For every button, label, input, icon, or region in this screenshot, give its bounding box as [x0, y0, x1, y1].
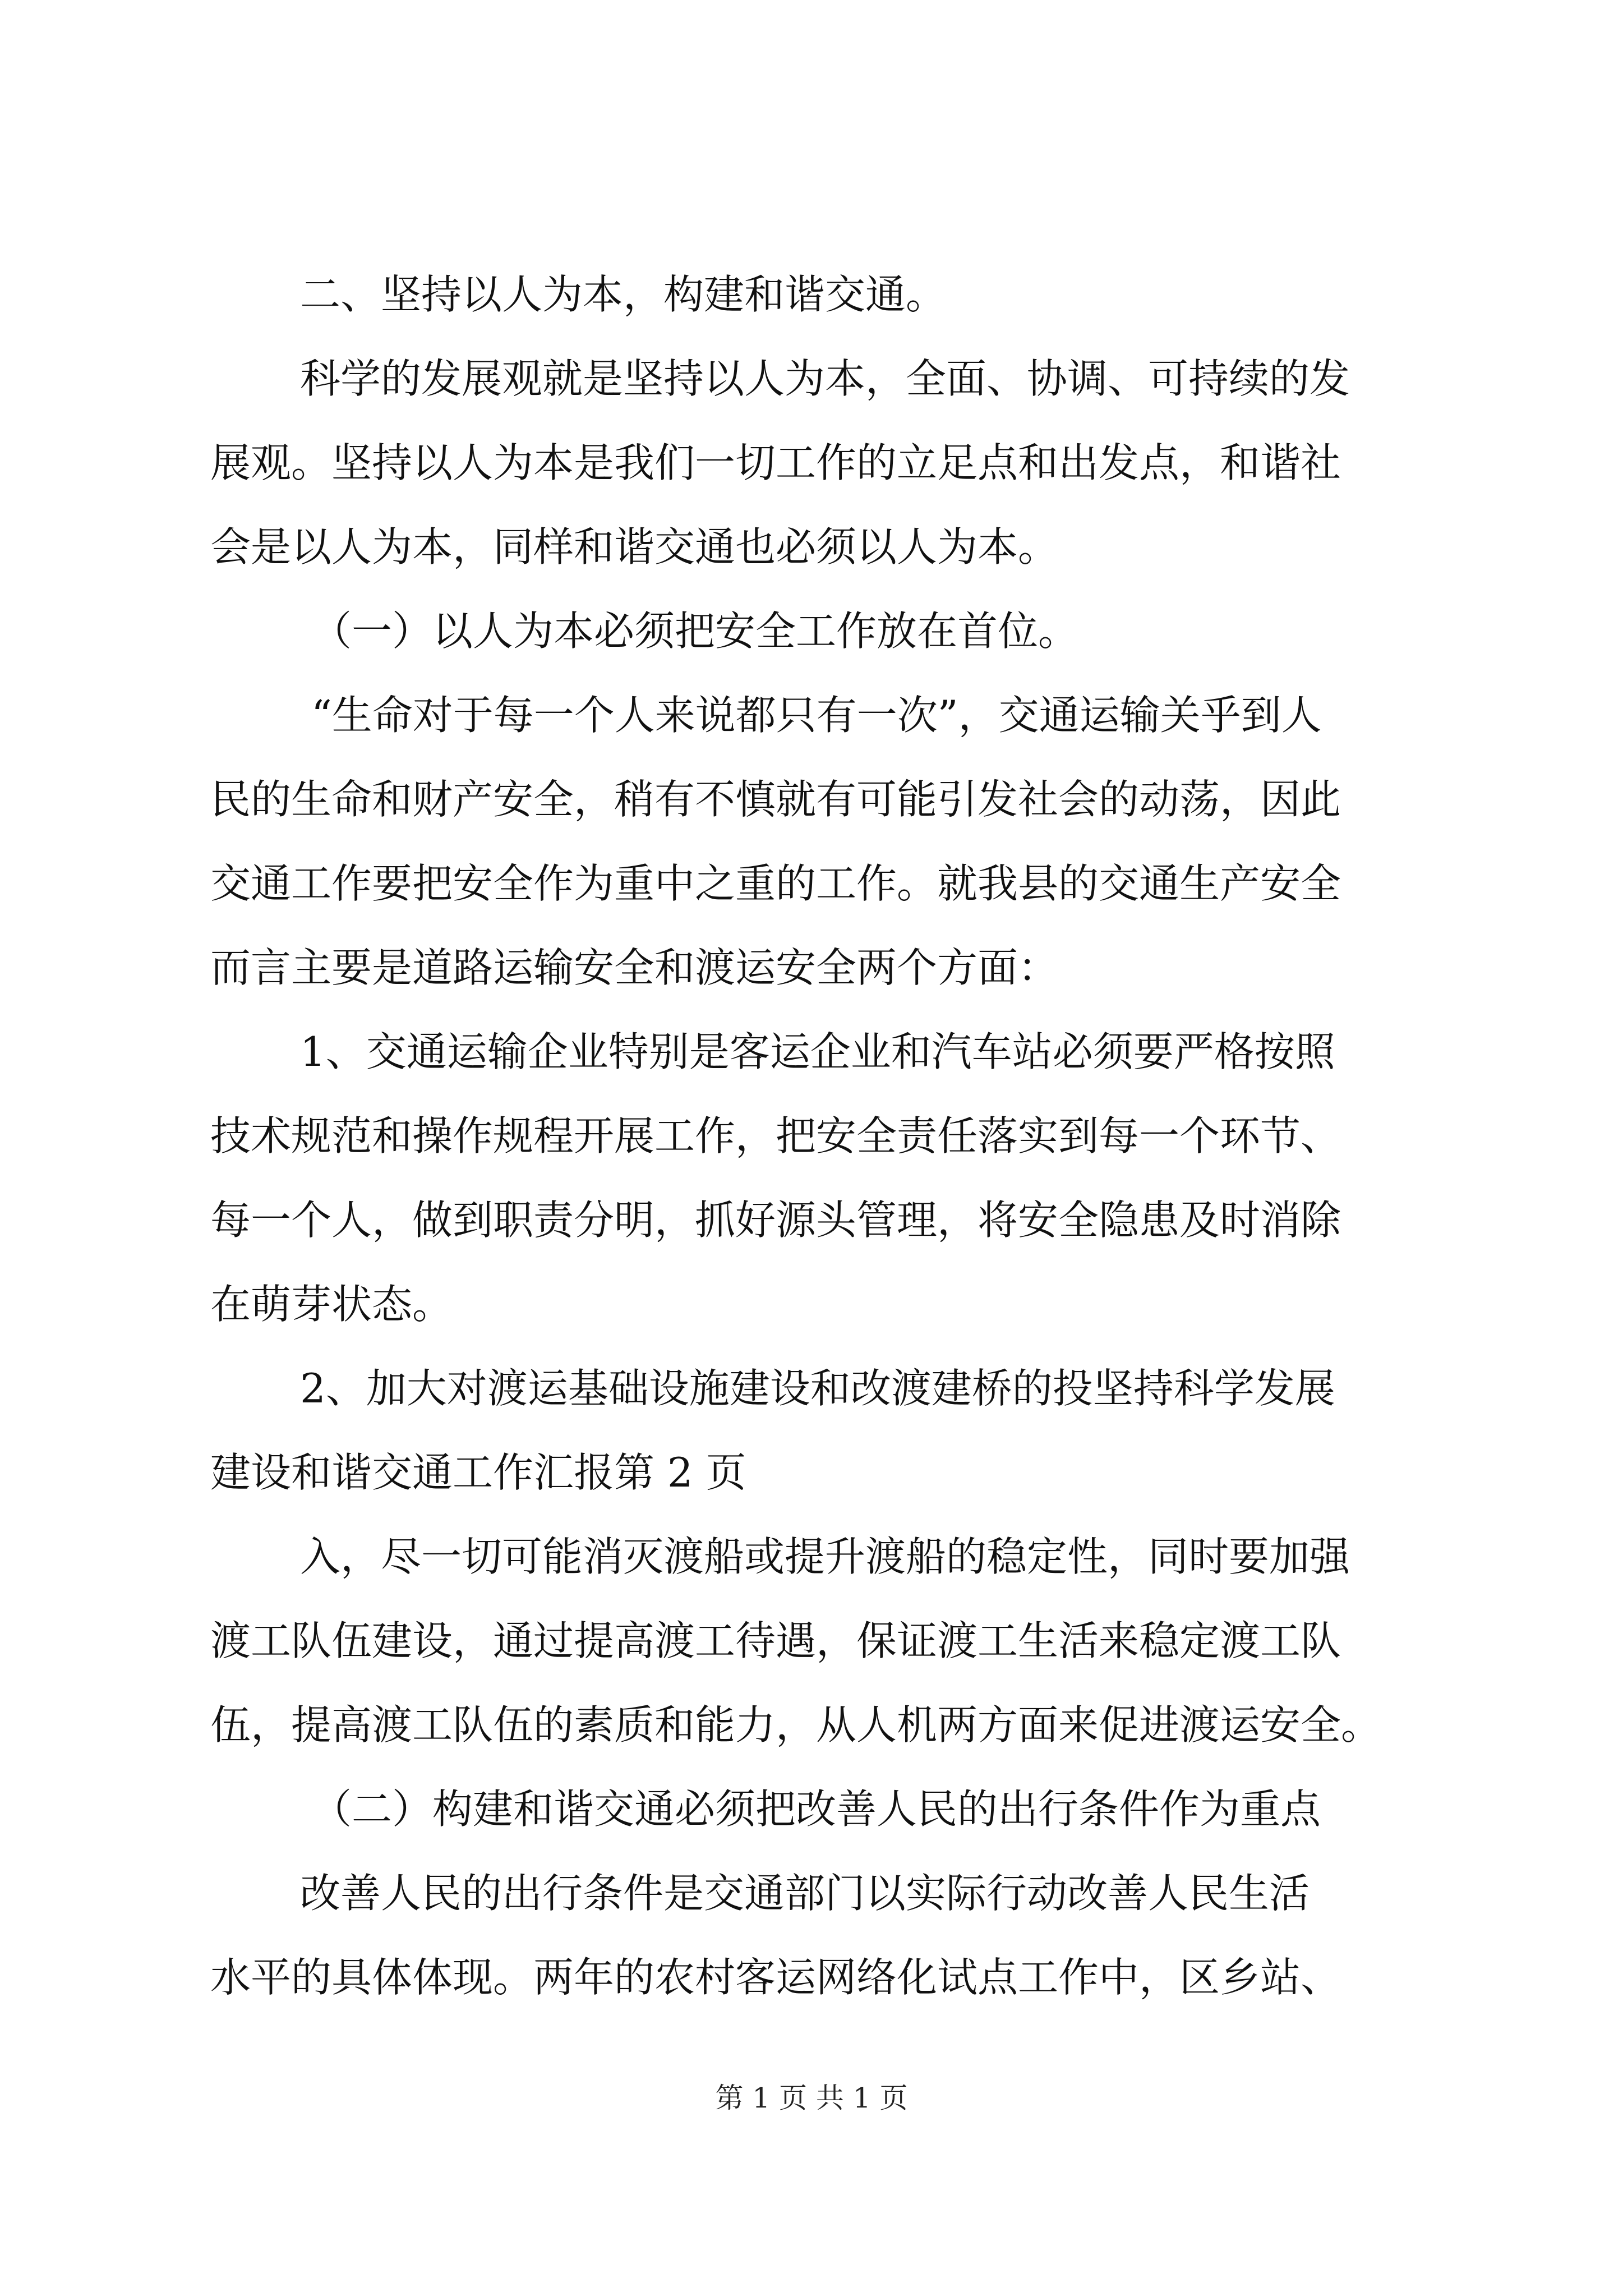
- document-line: 每一个人，做到职责分明，抓好源头管理，将安全隐患及时消除: [210, 1197, 1341, 1244]
- document-line: 2、加大对渡运基础设施建设和改渡建桥的投坚持科学发展: [300, 1365, 1335, 1412]
- document-line: 水平的具体体现。两年的农村客运网络化试点工作中，区乡站、: [210, 1954, 1341, 2001]
- page-footer: 第 1 页 共 1 页: [715, 2082, 908, 2114]
- document-line: 入，尽一切可能消灭渡船或提升渡船的稳定性，同时要加强: [300, 1533, 1350, 1580]
- document-line: 会是以人为本，同样和谐交通也必须以人为本。: [210, 523, 1059, 570]
- document-line: （一）以人为本必须把安全工作放在首位。: [311, 608, 1079, 655]
- document-line: 展观。坚持以人为本是我们一切工作的立足点和出发点，和谐社: [210, 439, 1341, 486]
- document-line: 1、交通运输企业特别是客运企业和汽车站必须要严格按照: [300, 1028, 1335, 1075]
- document-line: 改善人民的出行条件是交通部门以实际行动改善人民生活: [300, 1870, 1310, 1917]
- document-line: 技术规范和操作规程开展工作，把安全责任落实到每一个环节、: [210, 1112, 1341, 1159]
- document-line: 建设和谐交通工作汇报第 2 页: [210, 1449, 746, 1496]
- document-line: 民的生命和财产安全，稍有不慎就有可能引发社会的动荡，因此: [210, 776, 1341, 823]
- document-line: 科学的发展观就是坚持以人为本，全面、协调、可持续的发: [300, 355, 1350, 402]
- document-line: （二）构建和谐交通必须把改善人民的出行条件作为重点: [311, 1786, 1321, 1833]
- document-line: “生命对于每一个人来说都只有一次”，交通运输关乎到人: [311, 692, 1322, 739]
- document-line: 二、坚持以人为本，构建和谐交通。: [300, 271, 947, 318]
- document-line: 而言主要是道路运输安全和渡运安全两个方面：: [210, 944, 1059, 991]
- document-line: 伍，提高渡工队伍的素质和能力，从人机两方面来促进渡运安全。: [210, 1701, 1382, 1749]
- document-line: 交通工作要把安全作为重中之重的工作。就我县的交通生产安全: [210, 860, 1341, 907]
- document-line: 渡工队伍建设，通过提高渡工待遇，保证渡工生活来稳定渡工队: [210, 1617, 1341, 1664]
- document-line: 在萌芽状态。: [210, 1281, 453, 1328]
